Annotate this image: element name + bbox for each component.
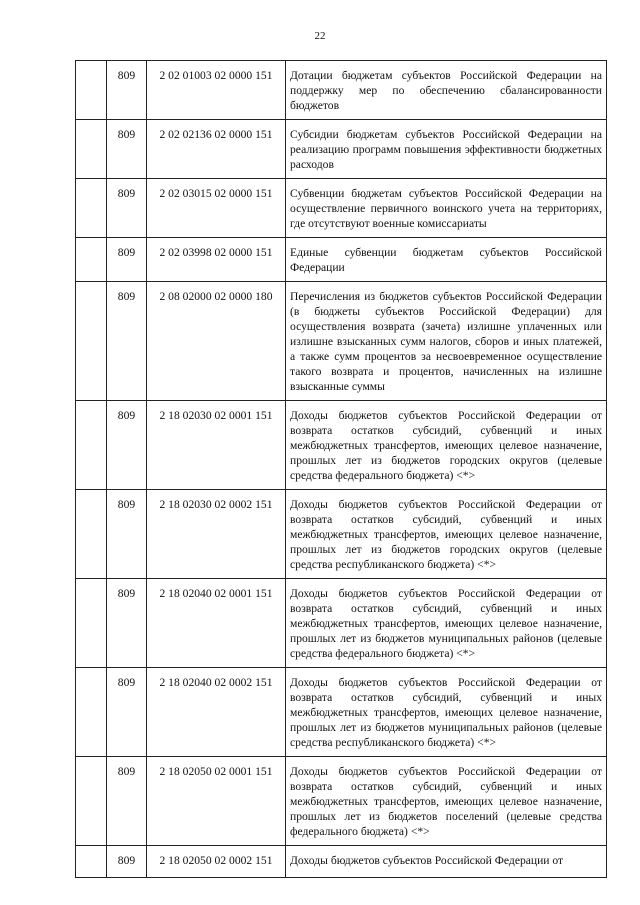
table-row [76,282,607,401]
row-blank-cell [76,846,107,878]
admin-code-cell: 809 [107,757,147,846]
row-blank-cell [76,757,107,846]
income-code-cell: 2 02 03015 02 0000 151 [147,179,286,238]
admin-code-cell: 809 [107,846,147,878]
income-code-cell: 2 08 02000 02 0000 180 [147,282,286,401]
budget-codes-table [75,60,607,878]
admin-code-cell: 809 [107,282,147,401]
income-code-cell: 2 18 02030 02 0001 151 [147,401,286,490]
table-row [76,61,607,120]
income-description-cell: Субсидии бюджетам субъектов Российской Федерации на реализацию программ повышения эффективности бюджетных расходов [286,120,607,179]
row-blank-cell [76,282,107,401]
table-row [76,401,607,490]
table-row [76,179,607,238]
row-blank-cell [76,179,107,238]
income-code-cell: 2 02 02136 02 0000 151 [147,120,286,179]
admin-code-cell: 809 [107,238,147,282]
income-description-cell: Единые субвенции бюджетам субъектов Российской Федерации [286,238,607,282]
admin-code-cell: 809 [107,668,147,757]
table-row [76,846,607,878]
admin-code-cell: 809 [107,179,147,238]
income-code-cell: 2 18 02050 02 0001 151 [147,757,286,846]
row-blank-cell [76,579,107,668]
page-number: 22 [314,30,326,42]
income-description-cell: Доходы бюджетов субъектов Российской Федерации от возврата остатков субсидий, субвенций и иных межбюджетных трансфертов, имеющих целевое назначение, прошлых лет из бюджетов городских округов (целевые средства федерального бюджета) <*> [286,401,607,490]
income-code-cell: 2 18 02030 02 0002 151 [147,490,286,579]
row-blank-cell [76,238,107,282]
row-blank-cell [76,401,107,490]
table-row [76,757,607,846]
row-blank-cell [76,668,107,757]
income-description-cell: Субвенции бюджетам субъектов Российской Федерации на осуществление первичного воинского учета на территориях, где отсутствуют военные комиссариаты [286,179,607,238]
income-code-cell: 2 18 02050 02 0002 151 [147,846,286,878]
income-description-cell: Дотации бюджетам субъектов Российской Федерации на поддержку мер по обеспечению сбалансированности бюджетов [286,61,607,120]
table-row [76,120,607,179]
income-description-cell: Доходы бюджетов субъектов Российской Федерации от возврата остатков субсидий, субвенций и иных межбюджетных трансфертов, имеющих целевое назначение, прошлых лет из бюджетов городских округов (целевые средства республиканского бюджета) <*> [286,490,607,579]
income-description-cell: Доходы бюджетов субъектов Российской Федерации от [286,846,607,878]
table-row [76,238,607,282]
income-code-cell: 2 02 03998 02 0000 151 [147,238,286,282]
income-description-cell: Доходы бюджетов субъектов Российской Федерации от возврата остатков субсидий, субвенций и иных межбюджетных трансфертов, имеющих целевое назначение, прошлых лет из бюджетов муниципальных районов (целевые средства федерального бюджета) <*> [286,579,607,668]
table-row [76,490,607,579]
admin-code-cell: 809 [107,490,147,579]
row-blank-cell [76,490,107,579]
row-blank-cell [76,61,107,120]
income-code-cell: 2 02 01003 02 0000 151 [147,61,286,120]
income-description-cell: Перечисления из бюджетов субъектов Российской Федерации (в бюджеты субъектов Российской Федерации) для осуществления возврата (зачета) излишне уплаченных или излишне взысканных сумм налогов, сборов и иных платежей, а также сумм процентов за несвоевременное осуществление такого возврата и процентов, начисленных на излишне взысканные суммы [286,282,607,401]
income-code-cell: 2 18 02040 02 0001 151 [147,579,286,668]
admin-code-cell: 809 [107,61,147,120]
income-code-cell: 2 18 02040 02 0002 151 [147,668,286,757]
income-description-cell: Доходы бюджетов субъектов Российской Федерации от возврата остатков субсидий, субвенций и иных межбюджетных трансфертов, имеющих целевое назначение, прошлых лет из бюджетов муниципальных районов (целевые средства республиканского бюджета) <*> [286,668,607,757]
table-row [76,579,607,668]
admin-code-cell: 809 [107,401,147,490]
admin-code-cell: 809 [107,120,147,179]
row-blank-cell [76,120,107,179]
income-description-cell: Доходы бюджетов субъектов Российской Федерации от возврата остатков субсидий, субвенций и иных межбюджетных трансфертов, имеющих целевое назначение, прошлых лет из бюджетов поселений (целевые средства федерального бюджета) <*> [286,757,607,846]
admin-code-cell: 809 [107,579,147,668]
table-row [76,668,607,757]
